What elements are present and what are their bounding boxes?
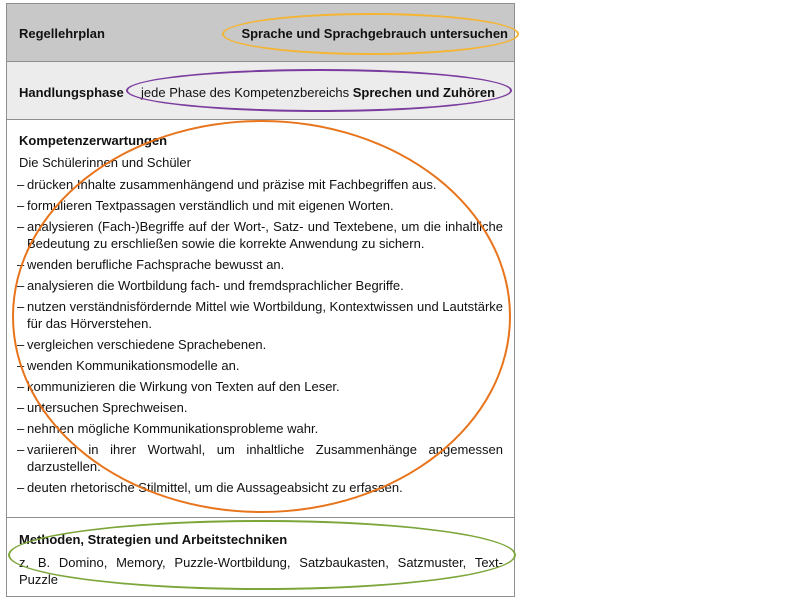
- methoden-title: Methoden, Strategien und Arbeitstechniken: [19, 532, 288, 547]
- kompetenzen-row: [7, 120, 514, 518]
- dash-bullet: –: [17, 421, 25, 436]
- kompetenz-item-text: analysieren (Fach-)Begriffe auf der Wort-, Satz- und Textebene, um die inhaltliche Bedeutung zu erschließen sowie die korrekte Anwendung zu sichern.: [27, 219, 503, 251]
- methoden-row: [7, 518, 514, 597]
- regellehrplan-topic: Sprache und Sprachgebrauch untersuchen: [241, 26, 508, 41]
- kompetenz-item-text: untersuchen Sprechweisen.: [27, 400, 188, 415]
- handlungsphase-label: Handlungsphase: [19, 85, 124, 100]
- dash-bullet: –: [17, 358, 25, 373]
- kompetenzen-intro: Die Schülerinnen und Schüler: [19, 155, 191, 170]
- dash-bullet: –: [17, 480, 25, 495]
- kompetenz-item-text: drücken Inhalte zusammenhängend und präzise mit Fachbegriffen aus.: [27, 177, 437, 192]
- kompetenz-item: [17, 479, 503, 496]
- dash-bullet: –: [17, 337, 25, 352]
- regellehrplan-row: [7, 4, 514, 62]
- kompetenz-item: [17, 441, 503, 475]
- handlungsphase-value-prefix: jede Phase des Kompetenzbereichs: [141, 85, 353, 100]
- kompetenz-item: [17, 277, 503, 294]
- dash-bullet: –: [17, 198, 25, 213]
- kompetenz-item-text: variieren in ihrer Wortwahl, um inhaltliche Zusammenhänge angemessen darzustellen.: [27, 442, 503, 474]
- kompetenz-item: [17, 256, 503, 273]
- methoden-text: z. B. Domino, Memory, Puzzle-Wortbildung, Satzbaukasten, Satzmuster, Text-Puzzle: [19, 555, 503, 587]
- dash-bullet: –: [17, 219, 25, 234]
- kompetenz-item-text: wenden berufliche Fachsprache bewusst an.: [27, 257, 285, 272]
- handlungsphase-row: [7, 62, 514, 120]
- kompetenz-item-text: kommunizieren die Wirkung von Texten auf den Leser.: [27, 379, 340, 394]
- kompetenz-item-text: deuten rhetorische Stilmittel, um die Aussageabsicht zu erfassen.: [27, 480, 403, 495]
- kompetenzen-list: [17, 176, 503, 500]
- regellehrplan-label: Regellehrplan: [19, 26, 105, 41]
- dash-bullet: –: [17, 379, 25, 394]
- dash-bullet: –: [17, 400, 25, 415]
- kompetenz-item: [17, 378, 503, 395]
- kompetenz-item: [17, 218, 503, 252]
- kompetenz-item-text: wenden Kommunikationsmodelle an.: [27, 358, 240, 373]
- kompetenz-item: [17, 176, 503, 193]
- dash-bullet: –: [17, 278, 25, 293]
- kompetenz-item-text: analysieren die Wortbildung fach- und fremdsprachlicher Begriffe.: [27, 278, 404, 293]
- kompetenz-item: [17, 336, 503, 353]
- dash-bullet: –: [17, 442, 25, 457]
- kompetenzen-title: Kompetenzerwartungen: [19, 133, 168, 148]
- kompetenz-item-text: formulieren Textpassagen verständlich und mit eigenen Worten.: [27, 198, 394, 213]
- kompetenz-item-text: nehmen mögliche Kommunikationsprobleme wahr.: [27, 421, 319, 436]
- dash-bullet: –: [17, 177, 25, 192]
- kompetenz-item-text: vergleichen verschiedene Sprachebenen.: [27, 337, 267, 352]
- kompetenz-item: [17, 197, 503, 214]
- curriculum-table: [6, 3, 515, 597]
- handlungsphase-value-bold: Sprechen und Zuhören: [352, 85, 496, 100]
- kompetenz-item: [17, 420, 503, 437]
- kompetenz-item: [17, 298, 503, 332]
- kompetenz-item: [17, 399, 503, 416]
- kompetenz-item-text: nutzen verständnisfördernde Mittel wie Wortbildung, Kontextwissen und Lautstärke für das Hörverstehen.: [27, 299, 503, 331]
- dash-bullet: –: [17, 299, 25, 314]
- dash-bullet: –: [17, 257, 25, 272]
- handlungsphase-value: [141, 85, 495, 100]
- kompetenz-item: [17, 357, 503, 374]
